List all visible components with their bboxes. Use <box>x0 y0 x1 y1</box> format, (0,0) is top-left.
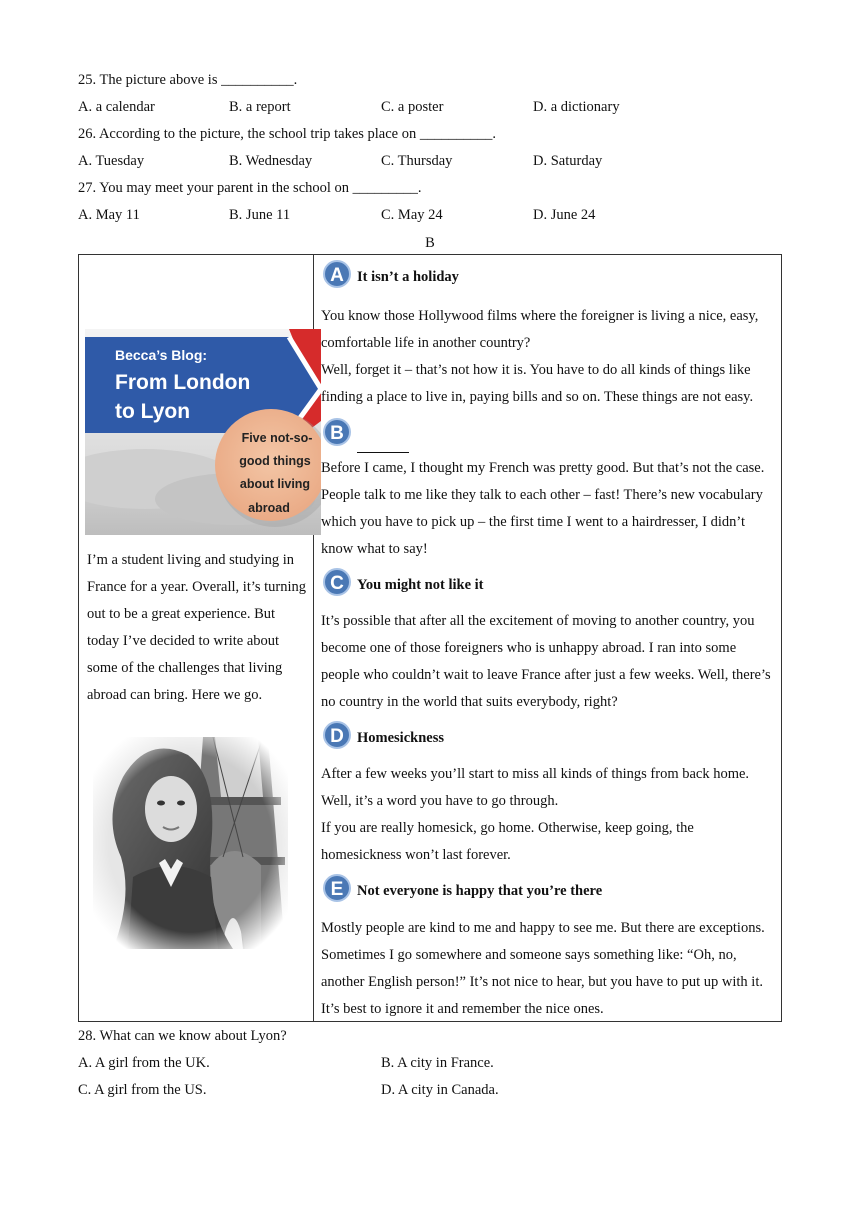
question-28-option-c: C. A girl from the US. <box>78 1082 207 1098</box>
question-27-option-d: D. June 24 <box>533 207 596 223</box>
question-27-option-c: C. May 24 <box>381 207 443 223</box>
question-26-stem: 26. According to the picture, the school trip takes place on __________. <box>78 126 496 142</box>
section-c-heading <box>323 568 484 603</box>
svg-text:A: A <box>330 265 344 286</box>
banner-title-line2: From London <box>115 371 251 394</box>
question-27-option-a: A. May 11 <box>78 207 140 223</box>
blog-banner-image <box>85 329 321 535</box>
blog-intro-text: I’m a student living and studying in France for a year. Overall, it’s turning out to be a great experience. But today I’ve decided to write about some of the challenges that living abroad can bring. Here we go. <box>87 552 307 703</box>
section-d-paragraph-1: After a few weeks you’ll start to miss all kinds of things from back home. Well, it’s a word you have to go through. <box>321 766 750 809</box>
blog-right-column <box>314 255 782 1022</box>
letter-e-badge-icon <box>323 874 351 909</box>
letter-d-badge-icon <box>323 721 351 756</box>
question-28-option-d: D. A city in Canada. <box>381 1082 499 1098</box>
section-d-paragraph-2: If you are really homesick, go home. Otherwise, keep going, the homesickness won’t last forever. <box>321 820 694 863</box>
girl-eiffel-photo <box>93 737 288 949</box>
section-label: B <box>425 235 435 251</box>
question-26-option-c: C. Thursday <box>381 153 453 169</box>
question-25-option-a: A. a calendar <box>78 99 155 115</box>
question-27-option-b: B. June 11 <box>229 207 291 223</box>
svg-text:D: D <box>330 726 344 747</box>
svg-text:C: C <box>330 573 344 594</box>
question-27-stem: 27. You may meet your parent in the school on _________. <box>78 180 422 196</box>
section-b-heading-blank <box>357 438 409 453</box>
question-26-option-b: B. Wednesday <box>229 153 313 169</box>
question-25-option-d: D. a dictionary <box>533 99 620 115</box>
question-26-option-a: A. Tuesday <box>78 153 145 169</box>
passage-table <box>78 254 782 1022</box>
section-b-paragraph-1: Before I came, I thought my French was pretty good. But that’s not the case. People talk to me like they talk to each other – fast! There’s new vocabulary which you have to pick up – the first time I went to a hairdresser, I didn’t know what to say! <box>321 460 765 557</box>
question-25-option-c: C. a poster <box>381 99 444 115</box>
question-25-option-b: B. a report <box>229 99 291 115</box>
section-e-title: Not everyone is happy that you’re there <box>357 882 603 899</box>
letter-a-badge-icon <box>323 260 351 295</box>
banner-title-line1: Becca’s Blog: <box>115 347 208 363</box>
banner-circle-line2: good things <box>239 454 311 468</box>
question-25-stem: 25. The picture above is __________. <box>78 72 298 88</box>
section-c-title: You might not like it <box>357 576 484 593</box>
section-a-paragraph-2: Well, forget it – that’s not how it is. You have to do all kinds of things like finding a place to live in, paying bills and so on. These things are not easy. <box>321 362 754 405</box>
blog-left-column <box>79 255 314 1022</box>
section-a-heading <box>323 260 459 295</box>
section-c-paragraph-1: It’s possible that after all the excitement of moving to another country, you become one of those foreigners who is unhappy abroad. I ran into some people who couldn’t wait to leave France after just a few weeks. Well, there’s no country in the world that suits everybody, right? <box>321 613 771 710</box>
question-28-option-a: A. A girl from the UK. <box>78 1055 210 1071</box>
question-28-stem: 28. What can we know about Lyon? <box>78 1028 287 1044</box>
letter-c-badge-icon <box>323 568 351 603</box>
question-28-option-b: B. A city in France. <box>381 1055 494 1071</box>
section-a-paragraph-1: You know those Hollywood films where the foreigner is living a nice, easy, comfortable life in another country? <box>321 308 759 351</box>
banner-title-line3: to Lyon <box>115 400 191 423</box>
question-26-option-d: D. Saturday <box>533 153 603 169</box>
section-e-paragraph-1: Mostly people are kind to me and happy to see me. But there are exceptions. Sometimes I go somewhere and someone says something like: “Oh, no, another English person!” It’s not nice to hear, but you have to put up with it. It’s best to ignore it and remember the nice ones. <box>321 920 765 1017</box>
section-e-heading <box>323 874 602 909</box>
section-a-title: It isn’t a holiday <box>357 268 459 285</box>
section-d-title: Homesickness <box>357 729 444 746</box>
banner-circle-line4: abroad <box>248 501 290 515</box>
letter-b-badge-icon <box>323 418 351 453</box>
section-d-heading <box>323 721 444 756</box>
banner-circle-line1: Five not-so- <box>241 431 313 445</box>
section-b-heading <box>323 418 409 453</box>
banner-circle-line3: about living <box>239 477 311 491</box>
svg-text:E: E <box>330 879 344 900</box>
svg-text:B: B <box>330 423 344 444</box>
